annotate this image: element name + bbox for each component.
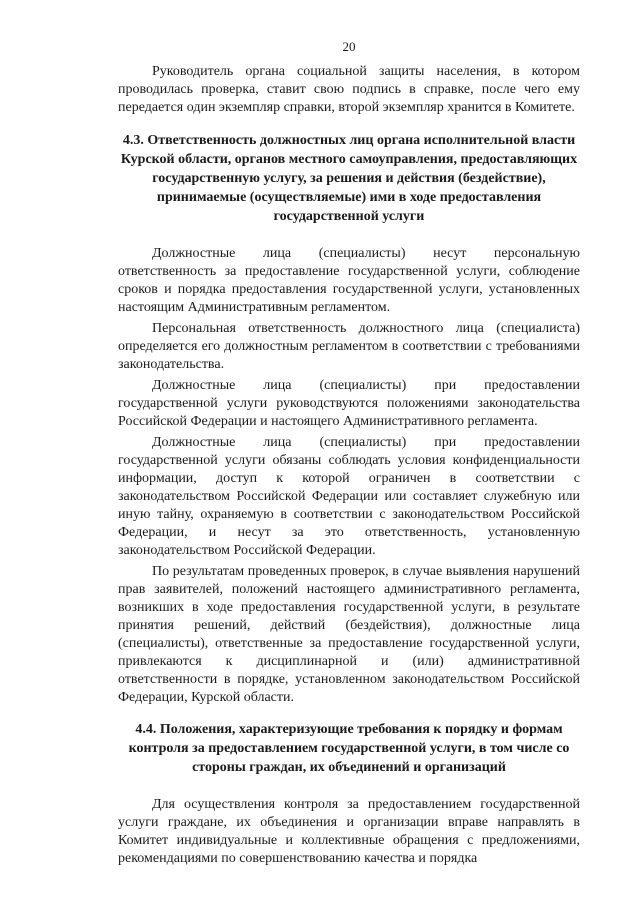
paragraph-citizen-control: Для осуществления контроля за предоставлением государственной услуги граждане, их объединения и организации вправе направлять в Комитет индивидуальные и коллективные обращения с предложениями, рекомендациями по совершенствованию качества и порядка bbox=[118, 797, 580, 866]
paragraph-job-regulation: Персональная ответственность должностного лица (специалиста) определяется его должностным регламентом в соответствии с требованиями законодательства. bbox=[118, 321, 580, 372]
paragraph-report-signature: Руководитель органа социальной защиты населения, в котором проводилась проверка, ставит свою подпись в справке, после чего ему передается один экземпляр справки, второй экземпляр хранится в Комитете. bbox=[118, 64, 580, 115]
paragraph-confidentiality: Должностные лица (специалисты) при предоставлении государственной услуги обязаны соблюдать условия конфиденциальности информации, доступ к которой ограничен в соответствии с законодательством Российской Федерации или составляет служебную или иную тайну, охраняемую в соответствии с законодательством Российской Федерации, и несут за это ответственность, установленную законодательством Российской Федерации. bbox=[118, 435, 580, 558]
paragraph-personal-responsibility: Должностные лица (специалисты) несут персональную ответственность за предоставление государственной услуги, соблюдение сроков и порядка предоставления государственной услуги, установленных настоящим Административным регламентом. bbox=[118, 246, 580, 315]
page-number: 20 bbox=[342, 39, 356, 54]
paragraph-legislation-guidance: Должностные лица (специалисты) при предоставлении государственной услуги руководствуются положениями законодательства Российской Федерации и настоящего Административного регламента. bbox=[118, 378, 580, 429]
section-heading-4-3: 4.3. Ответственность должностных лиц органа исполнительной власти Курской области, органов местного самоуправления, предоставляющих государственную услугу, за решения и действия (бездействие), принимаемые (осуществляемые) ими в ходе предоставления государственной услуги bbox=[120, 133, 578, 224]
section-heading-4-4: 4.4. Положения, характеризующие требования к порядку и формам контроля за предоставлением государственной услуги, в том числе со стороны граждан, их объединений и организаций bbox=[128, 722, 570, 775]
paragraph-inspection-results: По результатам проведенных проверок, в случае выявления нарушений прав заявителей, положений настоящего административного регламента, возникших в ходе предоставления государственной услуги, в результате принятия решений, действий (бездействия), должностные лица (специалисты), ответственные за предоставление государственной услуги, привлекаются к дисциплинарной и (или) административной ответственности в порядке, установленном законодательством Российской Федерации, Курской области. bbox=[118, 564, 580, 705]
